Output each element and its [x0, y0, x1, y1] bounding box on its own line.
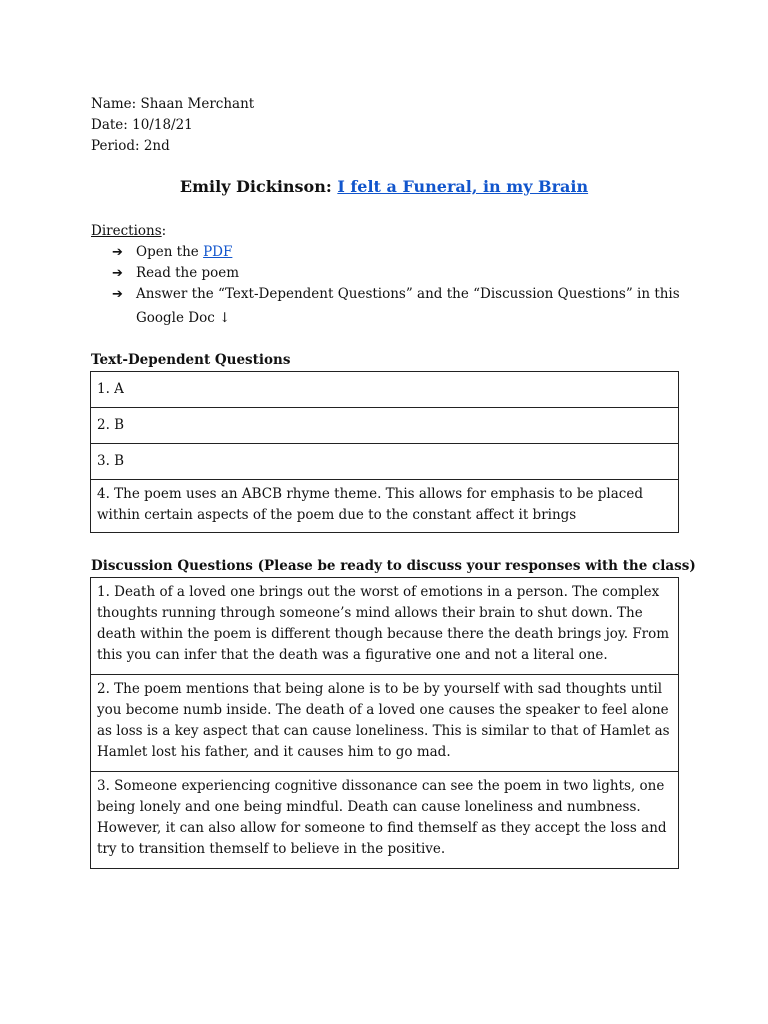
table-row — [91, 772, 679, 869]
title-prefix: Emily Dickinson: — [179, 177, 338, 196]
student-info — [91, 94, 254, 157]
list-item: ➔ Answer the “Text-Dependent Questions” and the “Discussion Questions” in this Google Doc ↓ — [112, 286, 680, 326]
text-dependent-table — [90, 371, 679, 533]
pdf-link[interactable]: PDF — [203, 244, 233, 260]
table-row — [91, 578, 679, 675]
list-item: ➔ Open the PDF — [91, 242, 691, 263]
directions-section — [91, 221, 691, 329]
assignment-date: Date: 10/18/21 — [91, 117, 193, 133]
student-name: Name: Shaan Merchant — [91, 96, 255, 112]
answer-cell[interactable]: 2. B — [91, 408, 679, 444]
table-row — [91, 444, 679, 480]
table-row — [91, 372, 679, 408]
arrow-bullet-icon: ➔ — [112, 245, 123, 260]
text-dependent-heading: Text-Dependent Questions — [91, 352, 291, 368]
poem-link[interactable]: I felt a Funeral, in my Brain — [337, 177, 589, 196]
answer-cell[interactable]: 2. The poem mentions that being alone is to be by yourself with sad thoughts until you become numb inside. The death of a loved one causes the speaker to feel alone as loss is a key aspect that can cause loneliness. This is similar to that of Hamlet as Hamlet lost his father, and it causes him to go mad. — [91, 675, 679, 772]
directions-heading: Directions: — [91, 223, 167, 239]
table-row — [91, 480, 679, 533]
answer-cell[interactable]: 3. Someone experiencing cognitive dissonance can see the poem in two lights, one being lonely and one being mindful. Death can cause loneliness and numbness. However, it can also allow for someone to find themself as they accept the loss and try to transition themself to believe in the positive. — [91, 772, 679, 869]
directions-list — [91, 242, 691, 329]
table-row — [91, 408, 679, 444]
discussion-table — [90, 577, 679, 869]
table-row — [91, 675, 679, 772]
class-period: Period: 2nd — [91, 138, 170, 154]
list-item: ➔ Read the poem — [91, 263, 691, 284]
arrow-bullet-icon: ➔ — [112, 287, 123, 302]
answer-cell[interactable]: 1. A — [91, 372, 679, 408]
answer-cell[interactable]: 1. Death of a loved one brings out the worst of emotions in a person. The complex thoughts running through someone’s mind allows their brain to shut down. The death within the poem is different though because there the death brings joy. From this you can infer that the death was a figurative one and not a literal one. — [91, 578, 679, 675]
arrow-bullet-icon: ➔ — [112, 266, 123, 281]
document-title — [0, 176, 768, 198]
discussion-heading: Discussion Questions (Please be ready to discuss your responses with the class) — [91, 558, 696, 574]
answer-cell[interactable]: 3. B — [91, 444, 679, 480]
answer-cell[interactable]: 4. The poem uses an ABCB rhyme theme. This allows for emphasis to be placed within certain aspects of the poem due to the constant affect it brings — [91, 480, 679, 533]
